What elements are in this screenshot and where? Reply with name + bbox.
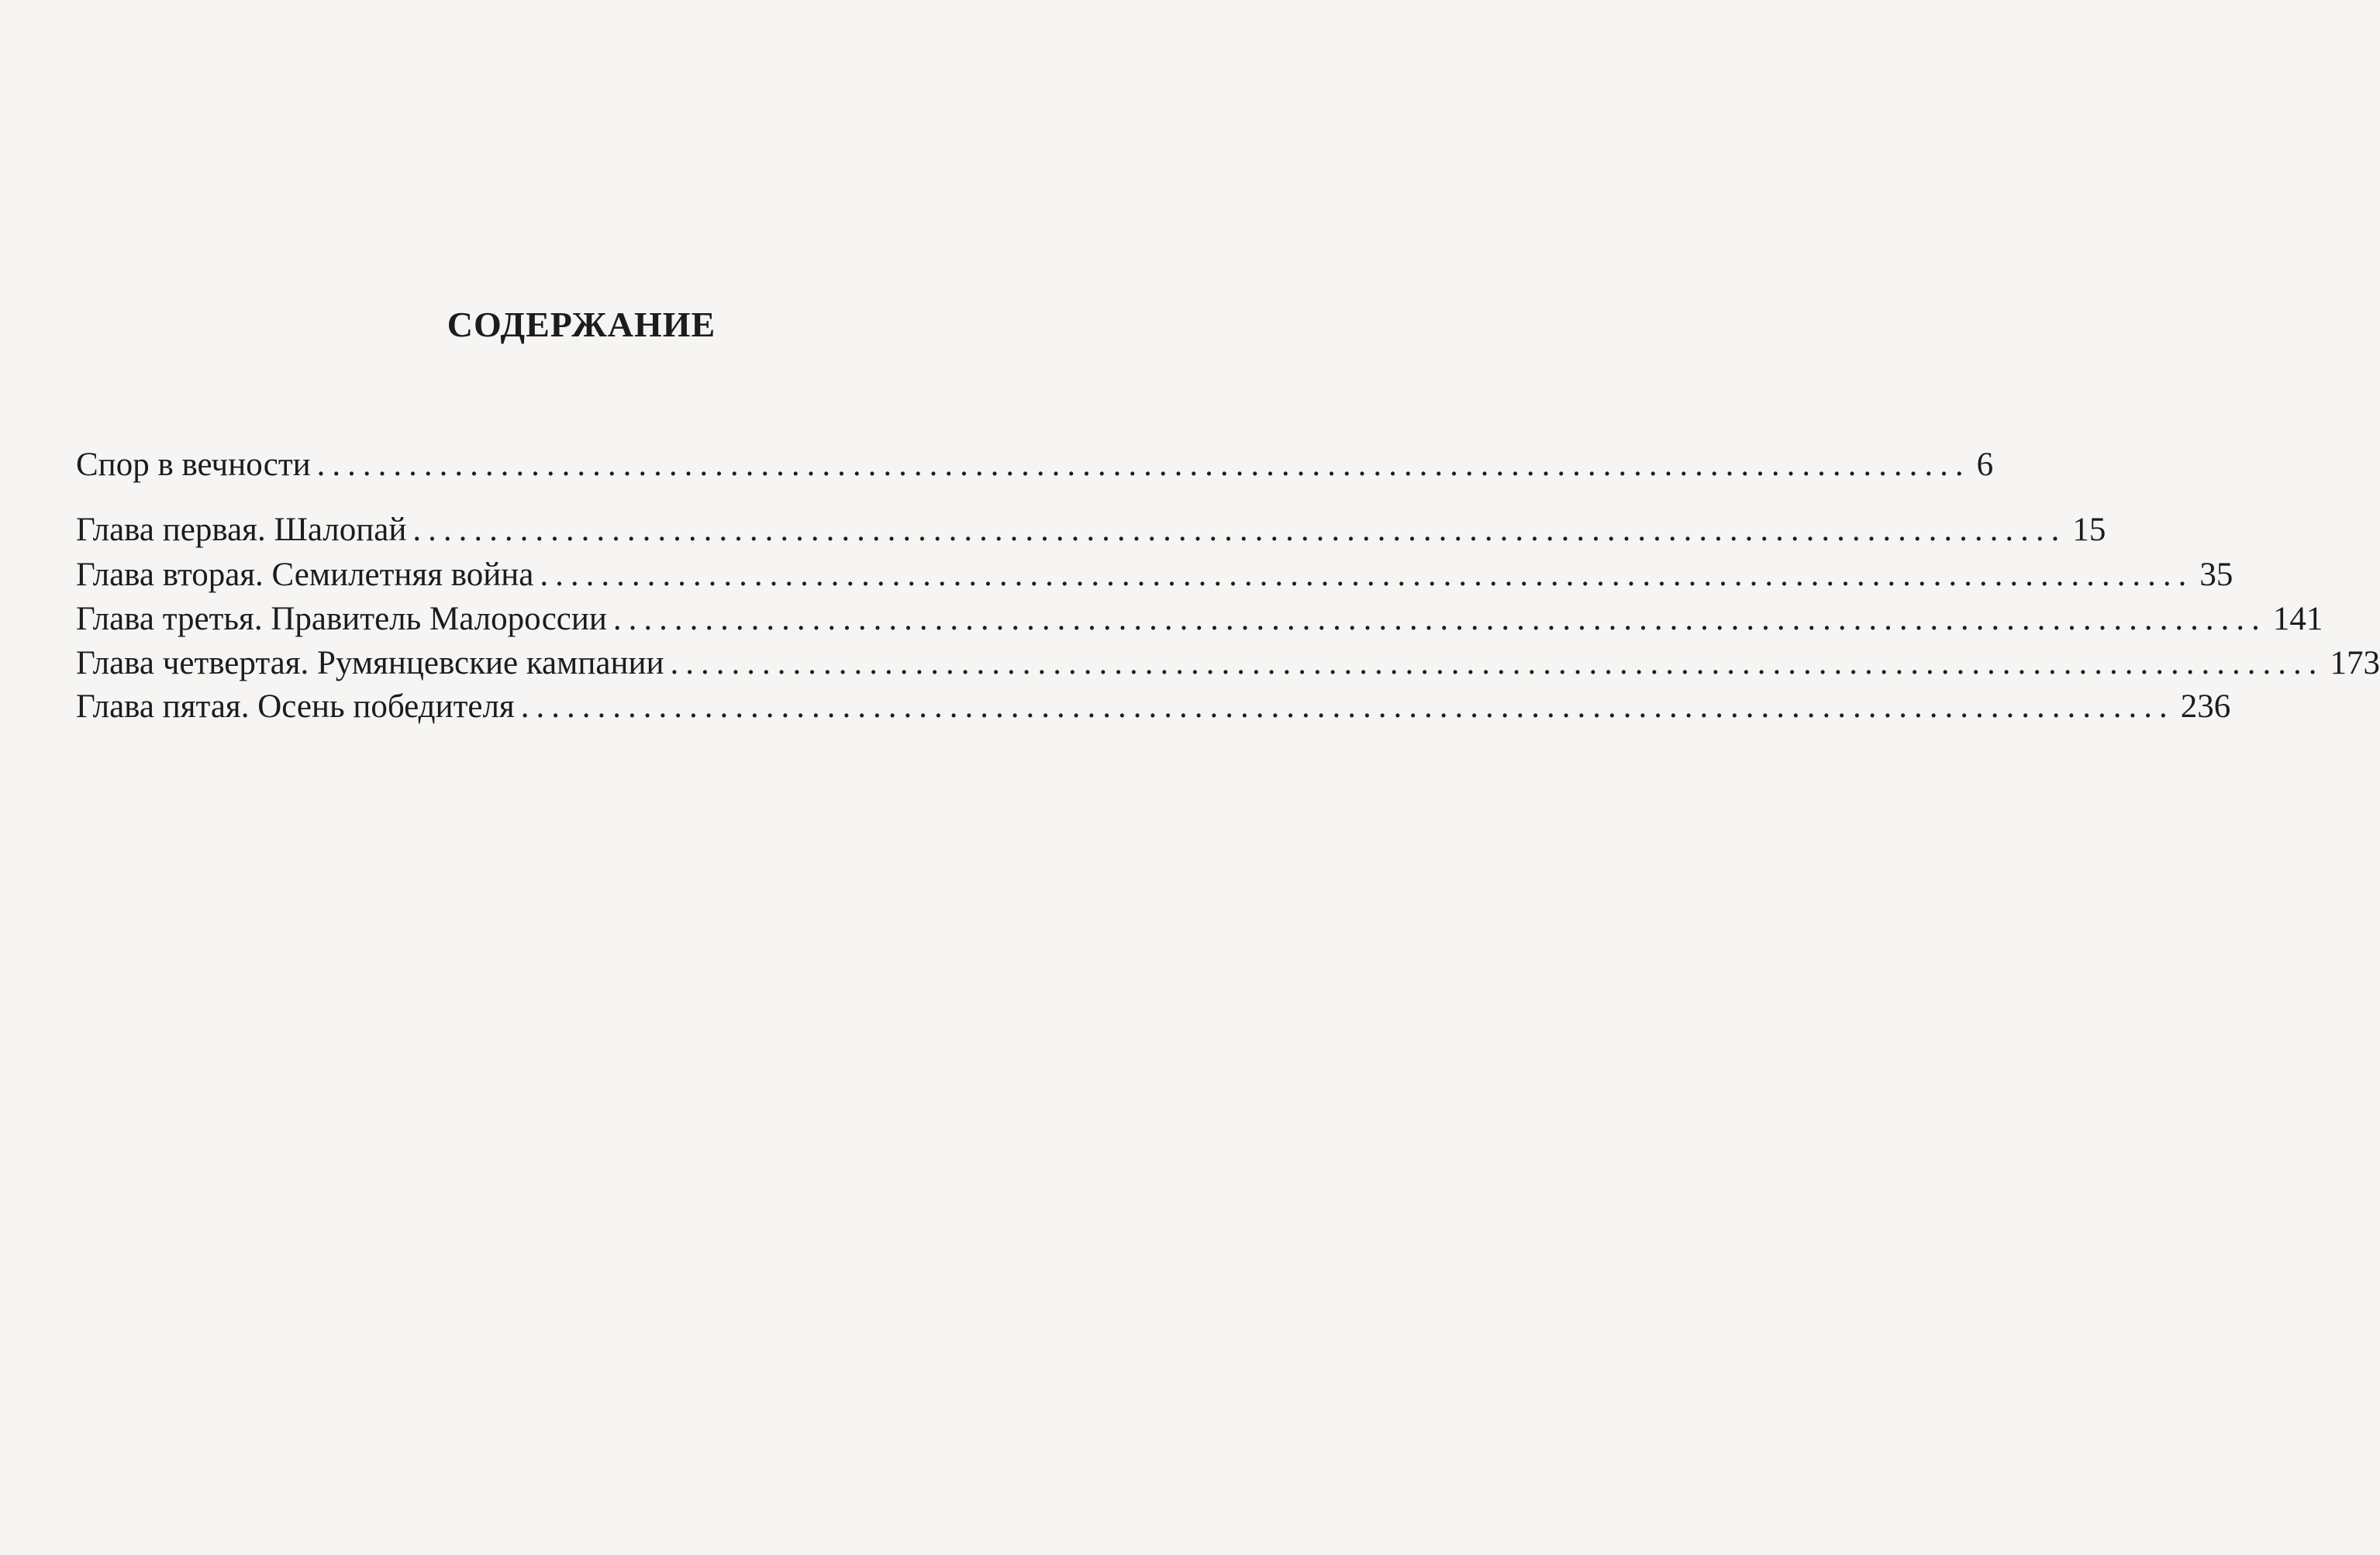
toc-entry: [76, 555, 2233, 595]
toc-entry-page: 236: [2180, 688, 2231, 725]
toc-leader-dots: ............................................................................................................: [612, 601, 2267, 637]
toc-entry: [76, 510, 2106, 550]
toc-entry: [76, 643, 2380, 684]
toc-entry-page: 15: [2072, 512, 2106, 548]
toc-entry-title: Глава четвертая. Румянцевские кампании: [76, 645, 664, 681]
toc-entry-title: Глава вторая. Семилетняя война: [76, 557, 534, 593]
toc-entry-title: Глава пятая. Осень победителя: [76, 688, 515, 725]
page-title: СОДЕРЖАНИЕ: [447, 305, 716, 344]
toc-entry-title: Глава третья. Правитель Малороссии: [76, 601, 607, 637]
toc-entry: [76, 445, 1994, 485]
toc-entry-title: Глава первая. Шалопай: [76, 512, 407, 548]
toc-entry-page: 141: [2272, 601, 2323, 637]
toc-entry-page: 35: [2199, 557, 2233, 593]
toc-entry-page: 6: [1976, 447, 1994, 483]
toc-leader-dots: ............................................................................................................: [670, 645, 2324, 681]
toc-entry-page: 173: [2330, 645, 2380, 681]
toc-leader-dots: ............................................................................................................: [520, 688, 2175, 725]
toc-entry-title: Спор в вечности: [76, 447, 311, 483]
toc-entry: [76, 687, 2231, 727]
toc-leader-dots: ............................................................................................................: [540, 557, 2194, 593]
toc-leader-dots: ............................................................................................................: [412, 512, 2067, 548]
toc-entry: [76, 599, 2323, 640]
toc-leader-dots: ............................................................................................................: [316, 447, 1971, 483]
